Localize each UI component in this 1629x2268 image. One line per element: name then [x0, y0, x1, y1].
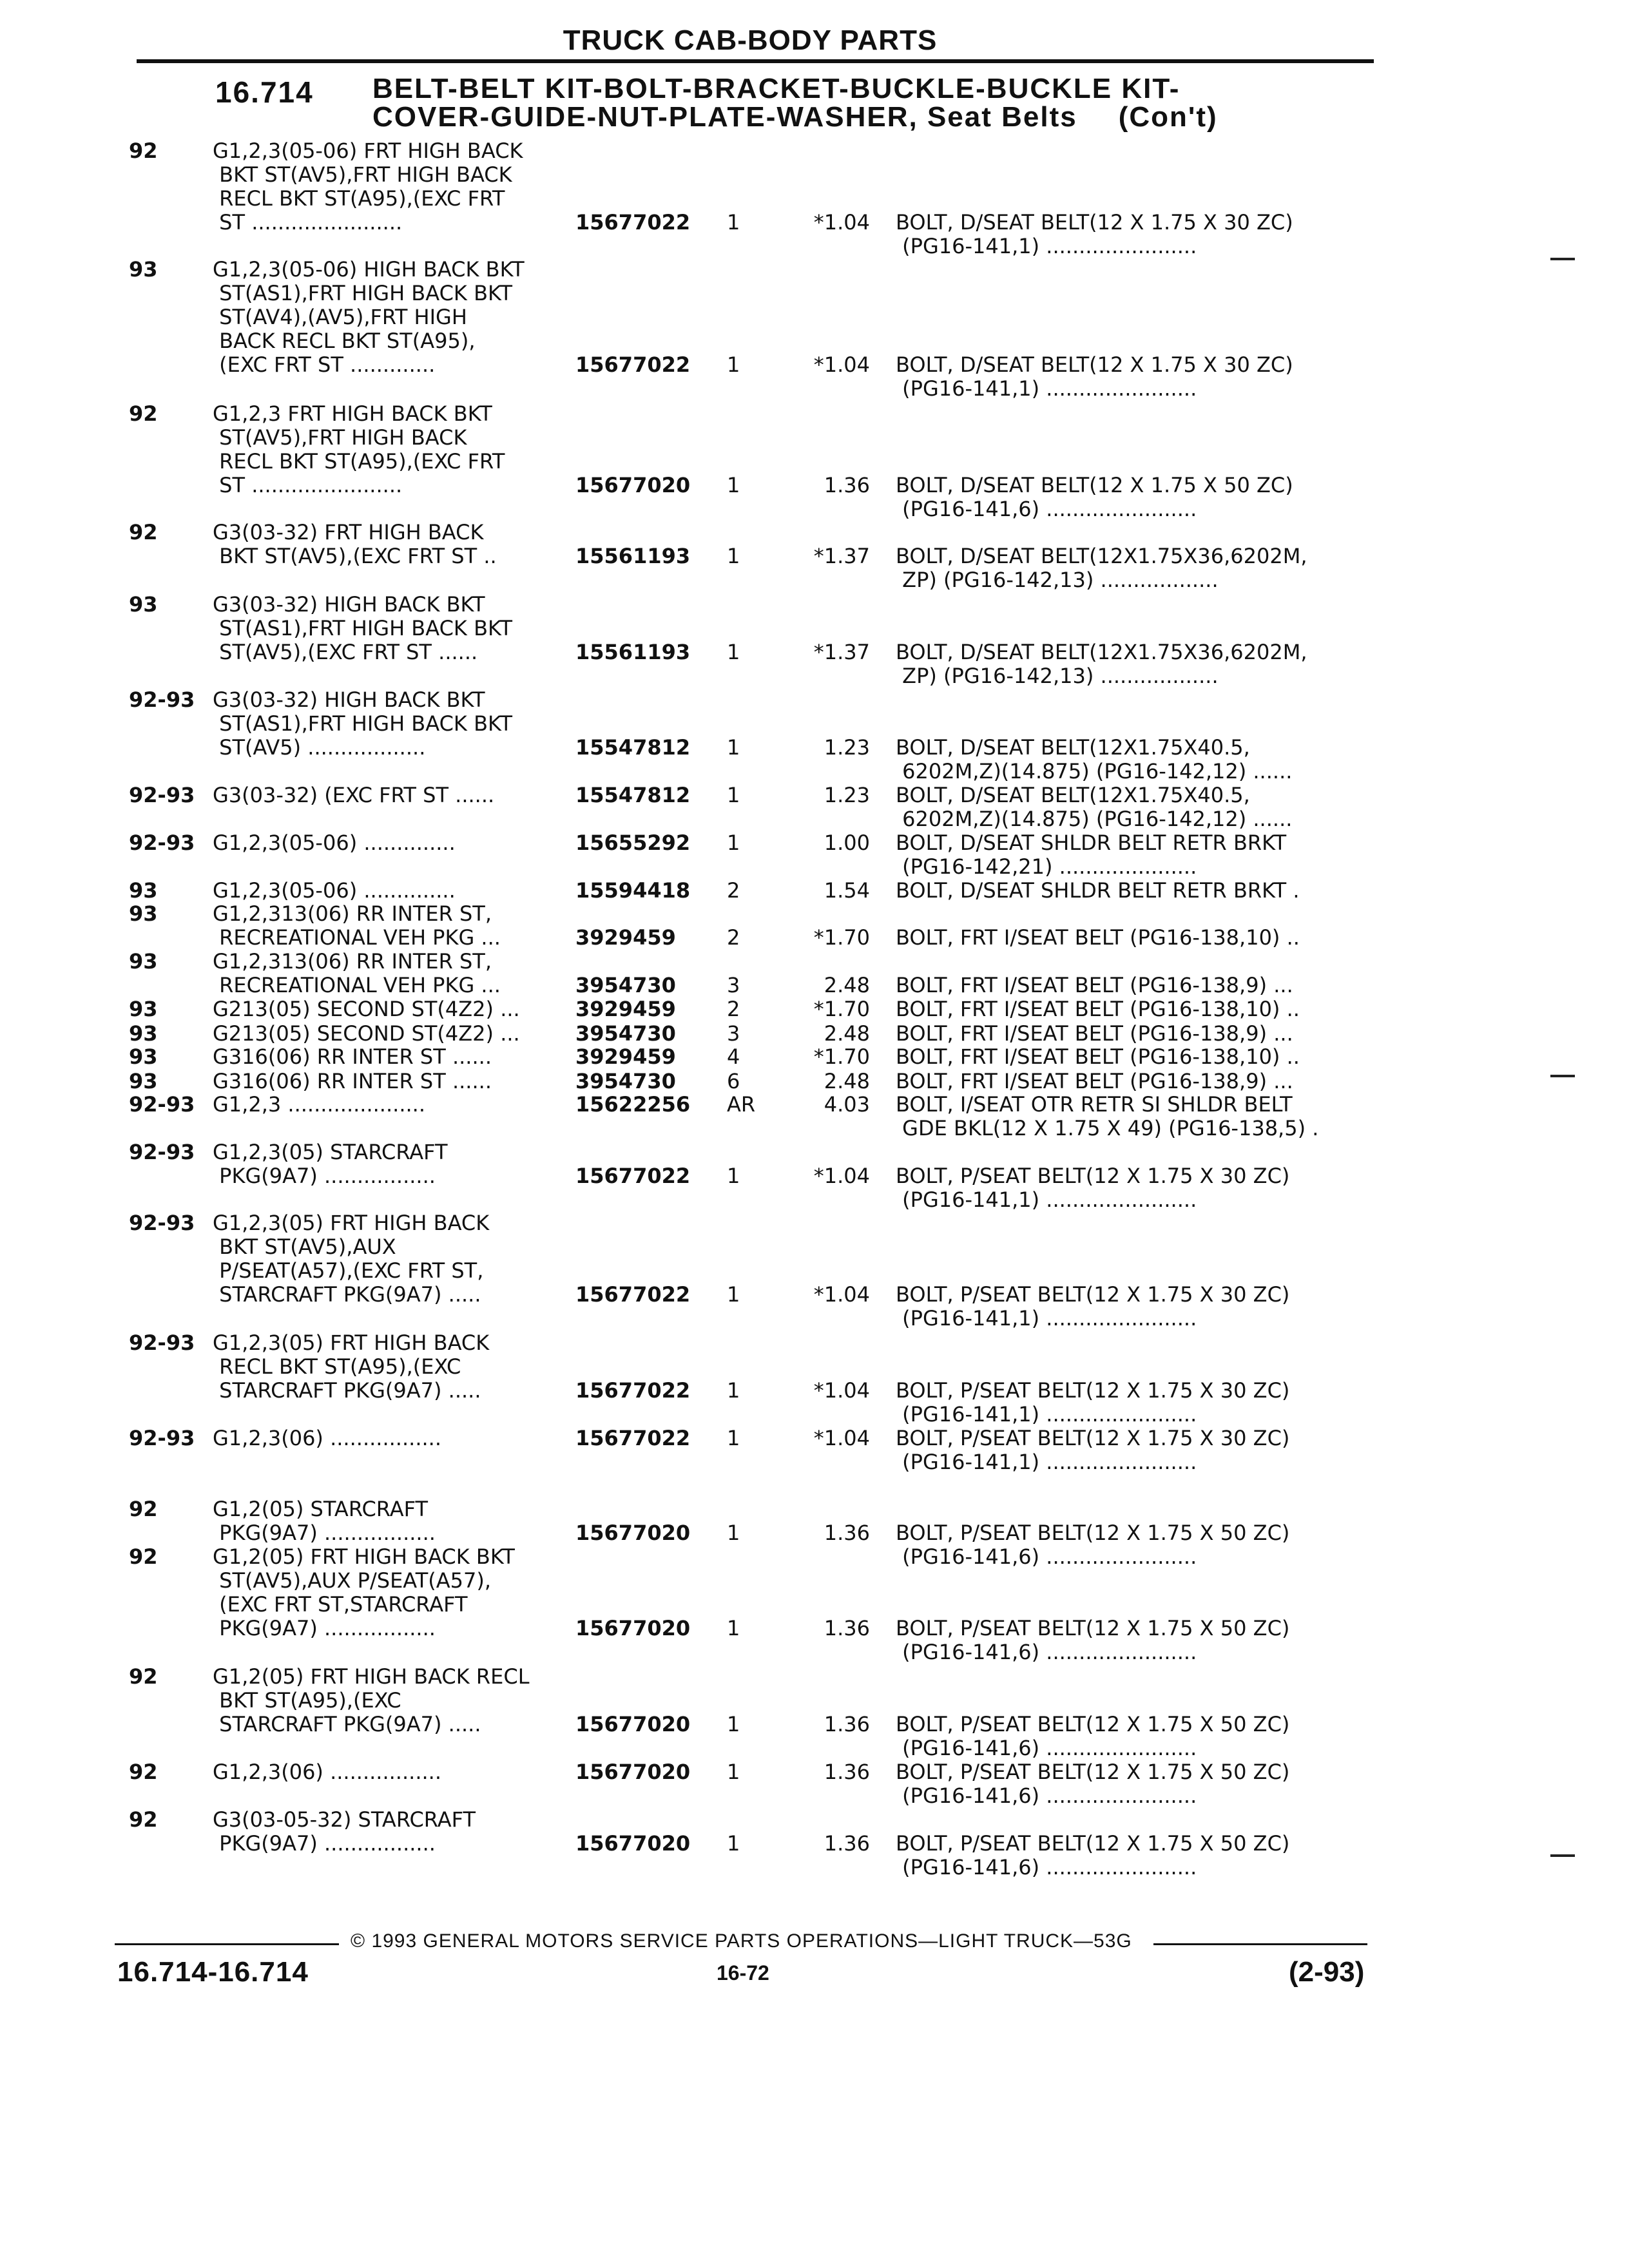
price: 1.23	[824, 783, 870, 807]
part-name-line: (PG16-141,1) .......................	[896, 1402, 1197, 1427]
application-description	[213, 950, 501, 997]
part-number: 15561193	[575, 544, 691, 568]
part-name	[896, 879, 1300, 903]
quantity: 2	[727, 925, 740, 950]
price: 1.23	[824, 735, 870, 760]
footer-page-number: 16-72	[717, 1961, 769, 1984]
part-name-line: (PG16-142,21) .....................	[896, 854, 1197, 879]
part-name-line: 6202M,Z)(14.875) (PG16-142,12) ......	[896, 759, 1293, 783]
part-name	[896, 211, 1293, 258]
part-number: 3954730	[575, 1021, 676, 1046]
part-name	[896, 783, 1292, 831]
price: *1.04	[813, 1164, 870, 1188]
quantity: 1	[727, 1164, 740, 1188]
description-line: G1,2,3(05-06) ..............	[213, 878, 456, 903]
application-description	[213, 997, 520, 1021]
application-description	[213, 521, 497, 568]
price: 1.36	[824, 1760, 870, 1784]
price: *1.04	[813, 352, 870, 377]
description-line: ST(AV4),(AV5),FRT HIGH	[213, 305, 467, 329]
description-line: PKG(9A7) .................	[213, 1616, 436, 1640]
quantity: 1	[727, 1831, 740, 1856]
part-name-line: BOLT, D/SEAT BELT(12 X 1.75 X 30 ZC)	[896, 210, 1293, 235]
part-name-line: ZP) (PG16-142,13) ..................	[896, 664, 1219, 688]
part-name	[896, 544, 1307, 592]
part-name-line: BOLT, P/SEAT BELT(12 X 1.75 X 50 ZC)	[896, 1712, 1290, 1736]
application-description	[213, 1427, 441, 1450]
footer-section-range: 16.714-16.714	[117, 1956, 309, 1988]
price: 2.48	[824, 973, 870, 997]
description-line: G1,2(05) FRT HIGH BACK RECL	[213, 1664, 530, 1689]
part-name-line: (PG16-141,1) .......................	[896, 1187, 1197, 1212]
part-number: 15677020	[575, 473, 691, 497]
ref-number: 92-93	[129, 1211, 195, 1235]
footer-rule-right	[1153, 1943, 1367, 1945]
part-name-line: BOLT, FRT I/SEAT BELT (PG16-138,9) ...	[896, 1069, 1293, 1093]
application-description	[213, 1808, 476, 1856]
application-description	[213, 1093, 425, 1117]
ref-number: 92-93	[129, 1140, 195, 1164]
description-line: G1,2,3(05) FRT HIGH BACK	[213, 1211, 490, 1235]
quantity: 1	[727, 735, 740, 760]
price: 1.00	[824, 831, 870, 855]
application-description	[213, 593, 512, 664]
description-line: G1,2(05) STARCRAFT	[213, 1497, 429, 1521]
price: 1.54	[824, 878, 870, 903]
ref-number: 92	[129, 401, 158, 426]
part-name-line: (PG16-141,1) .......................	[896, 1306, 1197, 1331]
quantity: 1	[727, 783, 740, 807]
part-name	[896, 1164, 1289, 1212]
ref-number: 92-93	[129, 1331, 195, 1355]
part-number: 3929459	[575, 1044, 676, 1069]
ref-number: 92	[129, 1807, 158, 1832]
ref-number: 92-93	[129, 831, 195, 855]
application-description	[213, 902, 501, 950]
ref-number: 92	[129, 1664, 158, 1689]
quantity: 1	[727, 1760, 740, 1784]
description-line: ST(AS1),FRT HIGH BACK BKT	[213, 281, 513, 305]
part-name-line: BOLT, P/SEAT BELT(12 X 1.75 X 50 ZC)	[896, 1521, 1290, 1545]
margin-mark	[1550, 1854, 1575, 1857]
part-number: 15677022	[575, 210, 691, 235]
part-name	[896, 640, 1307, 688]
application-description	[213, 1760, 441, 1784]
price: *1.04	[813, 1282, 870, 1307]
part-number: 15547812	[575, 735, 691, 760]
part-number: 15677022	[575, 1164, 691, 1188]
description-line: G3(03-32) HIGH BACK BKT	[213, 592, 485, 617]
ref-number: 93	[129, 257, 158, 282]
description-line: RECREATIONAL VEH PKG ...	[213, 925, 501, 950]
part-name-line: BOLT, D/SEAT SHLDR BELT RETR BRKT .	[896, 878, 1300, 903]
part-name-line: BOLT, D/SEAT BELT(12X1.75X36,6202M,	[896, 544, 1307, 568]
part-name-line: (PG16-141,6) .......................	[896, 497, 1197, 521]
description-line: ST .......................	[213, 210, 403, 235]
part-name-line: BOLT, FRT I/SEAT BELT (PG16-138,10) ..	[896, 1044, 1300, 1069]
description-line: G1,2,3 .....................	[213, 1092, 425, 1117]
part-number: 15677022	[575, 1426, 691, 1450]
application-description	[213, 879, 456, 903]
ref-number: 93	[129, 1021, 158, 1046]
quantity: 1	[727, 831, 740, 855]
part-number: 15677022	[575, 352, 691, 377]
part-name-line: BOLT, P/SEAT BELT(12 X 1.75 X 30 ZC)	[896, 1282, 1290, 1307]
quantity: 2	[727, 997, 740, 1021]
description-line: STARCRAFT PKG(9A7) .....	[213, 1712, 481, 1736]
part-name-line: BOLT, D/SEAT BELT(12X1.75X40.5,	[896, 735, 1250, 760]
part-number: 15677020	[575, 1712, 691, 1736]
part-number: 15622256	[575, 1092, 691, 1117]
description-line: G1,2,313(06) RR INTER ST,	[213, 901, 492, 926]
part-name-line: BOLT, D/SEAT BELT(12 X 1.75 X 30 ZC)	[896, 352, 1293, 377]
footer-rule-left	[115, 1943, 339, 1945]
ref-number: 92-93	[129, 1426, 195, 1450]
part-name	[896, 1521, 1289, 1569]
price: *1.37	[813, 544, 870, 568]
description-line: G1,2,3(05-06) FRT HIGH BACK	[213, 139, 523, 163]
margin-mark	[1550, 1075, 1575, 1077]
part-name	[896, 474, 1293, 521]
application-description	[213, 1665, 530, 1736]
application-description	[213, 402, 505, 497]
application-description	[213, 1022, 520, 1046]
description-line: ST(AS1),FRT HIGH BACK BKT	[213, 711, 513, 736]
ref-number: 92-93	[129, 1092, 195, 1117]
footer-date: (2-93)	[1289, 1956, 1365, 1988]
footer-copyright: © 1993 GENERAL MOTORS SERVICE PARTS OPERATIONS—LIGHT TRUCK—53G	[351, 1930, 1132, 1952]
description-line: STARCRAFT PKG(9A7) .....	[213, 1282, 481, 1307]
description-line: ST(AV5) ..................	[213, 735, 426, 760]
part-number: 15677020	[575, 1831, 691, 1856]
section-number: 16.714	[215, 75, 314, 109]
description-line: ST(AS1),FRT HIGH BACK BKT	[213, 616, 513, 640]
application-description	[213, 783, 494, 807]
price: *1.70	[813, 997, 870, 1021]
ref-number: 93	[129, 949, 158, 974]
price: *1.04	[813, 1378, 870, 1403]
price: 2.48	[824, 1021, 870, 1046]
part-name-line: BOLT, FRT I/SEAT BELT (PG16-138,9) ...	[896, 973, 1293, 997]
part-name	[896, 926, 1300, 950]
part-number: 15677020	[575, 1760, 691, 1784]
part-name-line: BOLT, P/SEAT BELT(12 X 1.75 X 50 ZC)	[896, 1831, 1290, 1856]
application-description	[213, 1140, 448, 1188]
description-line: G1,2,313(06) RR INTER ST,	[213, 949, 492, 974]
ref-number: 92-93	[129, 687, 195, 712]
part-name-line: (PG16-141,1) .......................	[896, 376, 1197, 401]
part-name	[896, 736, 1292, 783]
price: 1.36	[824, 473, 870, 497]
description-line: STARCRAFT PKG(9A7) .....	[213, 1378, 481, 1403]
ref-number: 93	[129, 1044, 158, 1069]
application-description	[213, 1497, 436, 1545]
part-name-line: ZP) (PG16-142,13) ..................	[896, 568, 1219, 592]
margin-mark	[1550, 258, 1575, 260]
description-line: G1,2,3(06) .................	[213, 1760, 441, 1784]
ref-number: 92	[129, 520, 158, 544]
description-line: BACK RECL BKT ST(A95),	[213, 329, 476, 353]
quantity: 1	[727, 210, 740, 235]
part-name	[896, 997, 1300, 1021]
price: 2.48	[824, 1069, 870, 1093]
description-line: (EXC FRT ST,STARCRAFT	[213, 1592, 468, 1617]
description-line: G1,2,3(05-06) HIGH BACK BKT	[213, 257, 525, 282]
quantity: AR	[727, 1092, 756, 1117]
part-name-line: 6202M,Z)(14.875) (PG16-142,12) ......	[896, 807, 1293, 831]
ref-number: 93	[129, 997, 158, 1021]
continued-label: (Con't)	[1118, 101, 1218, 133]
application-description	[213, 688, 512, 760]
part-name-line: BOLT, P/SEAT BELT(12 X 1.75 X 30 ZC)	[896, 1164, 1290, 1188]
price: *1.37	[813, 640, 870, 664]
description-line: ST(AV5),(EXC FRT ST ......	[213, 640, 478, 664]
part-name	[896, 974, 1293, 997]
price: 4.03	[824, 1092, 870, 1117]
description-line: G1,2,3(06) .................	[213, 1426, 441, 1450]
part-name-line: BOLT, D/SEAT BELT(12X1.75X36,6202M,	[896, 640, 1307, 664]
description-line: RECL BKT ST(A95),(EXC FRT	[213, 449, 505, 474]
ref-number: 93	[129, 901, 158, 926]
part-name-line: GDE BKL(12 X 1.75 X 49) (PG16-138,5) .	[896, 1116, 1319, 1140]
part-number: 3929459	[575, 997, 676, 1021]
part-name-line: BOLT, FRT I/SEAT BELT (PG16-138,10) ..	[896, 997, 1300, 1021]
part-name-line: BOLT, I/SEAT OTR RETR SI SHLDR BELT	[896, 1092, 1293, 1117]
description-line: PKG(9A7) .................	[213, 1831, 436, 1856]
description-line: BKT ST(AV5),FRT HIGH BACK	[213, 162, 512, 187]
part-name-line: (PG16-141,6) .......................	[896, 1783, 1197, 1808]
part-name	[896, 1617, 1289, 1664]
ref-number: 92	[129, 1760, 158, 1784]
part-name	[896, 1713, 1289, 1760]
application-description	[213, 1545, 515, 1640]
part-number: 15677022	[575, 1282, 691, 1307]
quantity: 1	[727, 1712, 740, 1736]
price: 1.36	[824, 1616, 870, 1640]
description-line: ST(AV5),FRT HIGH BACK	[213, 425, 467, 450]
part-name-line: BOLT, D/SEAT SHLDR BELT RETR BRKT	[896, 831, 1287, 855]
price: 1.36	[824, 1831, 870, 1856]
part-number: 15677020	[575, 1521, 691, 1545]
application-description	[213, 258, 525, 377]
quantity: 1	[727, 640, 740, 664]
application-description	[213, 1331, 489, 1403]
quantity: 1	[727, 1426, 740, 1450]
part-name	[896, 1379, 1289, 1427]
section-title-line-2-text: COVER-GUIDE-NUT-PLATE-WASHER, Seat Belts	[372, 101, 1077, 133]
quantity: 3	[727, 1021, 740, 1046]
description-line: BKT ST(AV5),AUX	[213, 1235, 396, 1259]
part-number: 15547812	[575, 783, 691, 807]
part-name	[896, 1093, 1318, 1140]
part-name	[896, 353, 1293, 401]
part-name-line: BOLT, D/SEAT BELT(12 X 1.75 X 50 ZC)	[896, 473, 1293, 497]
part-name-line: BOLT, FRT I/SEAT BELT (PG16-138,9) ...	[896, 1021, 1293, 1046]
part-name-line: (PG16-141,1) .......................	[896, 234, 1197, 258]
part-name	[896, 1283, 1289, 1331]
description-line: G316(06) RR INTER ST ......	[213, 1044, 492, 1069]
part-name-line: BOLT, P/SEAT BELT(12 X 1.75 X 50 ZC)	[896, 1616, 1290, 1640]
ref-number: 93	[129, 1069, 158, 1093]
part-name-line: (PG16-141,6) .......................	[896, 1640, 1197, 1664]
description-line: G3(03-32) FRT HIGH BACK	[213, 520, 484, 544]
description-line: PKG(9A7) .................	[213, 1164, 436, 1188]
part-number: 15594418	[575, 878, 691, 903]
part-name-line: BOLT, P/SEAT BELT(12 X 1.75 X 50 ZC)	[896, 1760, 1290, 1784]
part-number: 3954730	[575, 1069, 676, 1093]
price: *1.04	[813, 1426, 870, 1450]
part-name	[896, 1022, 1293, 1046]
part-name-line: (PG16-141,1) .......................	[896, 1450, 1197, 1474]
part-name	[896, 1070, 1293, 1093]
description-line: G1,2,3(05-06) ..............	[213, 831, 456, 855]
application-description	[213, 831, 456, 855]
description-line: G213(05) SECOND ST(4Z2) ...	[213, 1021, 520, 1046]
ref-number: 92	[129, 139, 158, 163]
description-line: G3(03-32) HIGH BACK BKT	[213, 687, 485, 712]
description-line: G1,2,3(05) STARCRAFT	[213, 1140, 448, 1164]
ref-number: 92-93	[129, 783, 195, 807]
part-number: 15677020	[575, 1616, 691, 1640]
application-description	[213, 139, 523, 235]
price: *1.70	[813, 925, 870, 950]
description-line: G316(06) RR INTER ST ......	[213, 1069, 492, 1093]
quantity: 3	[727, 973, 740, 997]
description-line: G3(03-32) (EXC FRT ST ......	[213, 783, 495, 807]
description-line: P/SEAT(A57),(EXC FRT ST,	[213, 1258, 484, 1283]
quantity: 1	[727, 473, 740, 497]
quantity: 6	[727, 1069, 740, 1093]
description-line: ST .......................	[213, 473, 403, 497]
quantity: 1	[727, 544, 740, 568]
description-line: G1,2(05) FRT HIGH BACK BKT	[213, 1544, 515, 1569]
part-name	[896, 831, 1286, 879]
part-number: 15561193	[575, 640, 691, 664]
quantity: 1	[727, 1282, 740, 1307]
part-name	[896, 1427, 1289, 1474]
price: *1.70	[813, 1044, 870, 1069]
part-number: 15677022	[575, 1378, 691, 1403]
part-name-line: BOLT, P/SEAT BELT(12 X 1.75 X 30 ZC)	[896, 1426, 1290, 1450]
price: 1.36	[824, 1712, 870, 1736]
part-name-line: (PG16-141,6) .......................	[896, 1736, 1197, 1760]
price: 1.36	[824, 1521, 870, 1545]
part-name-line: BOLT, FRT I/SEAT BELT (PG16-138,10) ..	[896, 925, 1300, 950]
description-line: G213(05) SECOND ST(4Z2) ...	[213, 997, 520, 1021]
application-description	[213, 1045, 492, 1069]
quantity: 1	[727, 1378, 740, 1403]
page-header-title: TRUCK CAB-BODY PARTS	[563, 24, 938, 56]
description-line: RECREATIONAL VEH PKG ...	[213, 973, 501, 997]
description-line: BKT ST(AV5),(EXC FRT ST ..	[213, 544, 497, 568]
description-line: RECL BKT ST(A95),(EXC	[213, 1354, 461, 1379]
part-number: 3954730	[575, 973, 676, 997]
description-line: G3(03-05-32) STARCRAFT	[213, 1807, 476, 1832]
ref-number: 92	[129, 1544, 158, 1569]
quantity: 1	[727, 1521, 740, 1545]
description-line: G1,2,3 FRT HIGH BACK BKT	[213, 401, 492, 426]
ref-number: 93	[129, 592, 158, 617]
description-line: G1,2,3(05) FRT HIGH BACK	[213, 1331, 490, 1355]
part-name-line: BOLT, D/SEAT BELT(12X1.75X40.5,	[896, 783, 1250, 807]
section-title-line-1: BELT-BELT KIT-BOLT-BRACKET-BUCKLE-BUCKLE KIT-	[372, 73, 1181, 104]
part-name-line: BOLT, P/SEAT BELT(12 X 1.75 X 30 ZC)	[896, 1378, 1290, 1403]
price: *1.04	[813, 210, 870, 235]
description-line: RECL BKT ST(A95),(EXC FRT	[213, 186, 505, 211]
part-name	[896, 1045, 1300, 1069]
part-name	[896, 1832, 1289, 1879]
description-line: PKG(9A7) .................	[213, 1521, 436, 1545]
description-line: BKT ST(A95),(EXC	[213, 1688, 401, 1713]
quantity: 4	[727, 1044, 740, 1069]
description-line: (EXC FRT ST .............	[213, 352, 436, 377]
part-name	[896, 1760, 1289, 1808]
description-line: ST(AV5),AUX P/SEAT(A57),	[213, 1568, 491, 1593]
quantity: 1	[727, 352, 740, 377]
part-number: 3929459	[575, 925, 676, 950]
quantity: 1	[727, 1616, 740, 1640]
part-name-line: (PG16-141,6) .......................	[896, 1544, 1197, 1569]
application-description	[213, 1070, 492, 1093]
part-name-line: (PG16-141,6) .......................	[896, 1855, 1197, 1879]
quantity: 2	[727, 878, 740, 903]
ref-number: 93	[129, 878, 158, 903]
ref-number: 92	[129, 1497, 158, 1521]
application-description	[213, 1211, 489, 1307]
part-number: 15655292	[575, 831, 691, 855]
